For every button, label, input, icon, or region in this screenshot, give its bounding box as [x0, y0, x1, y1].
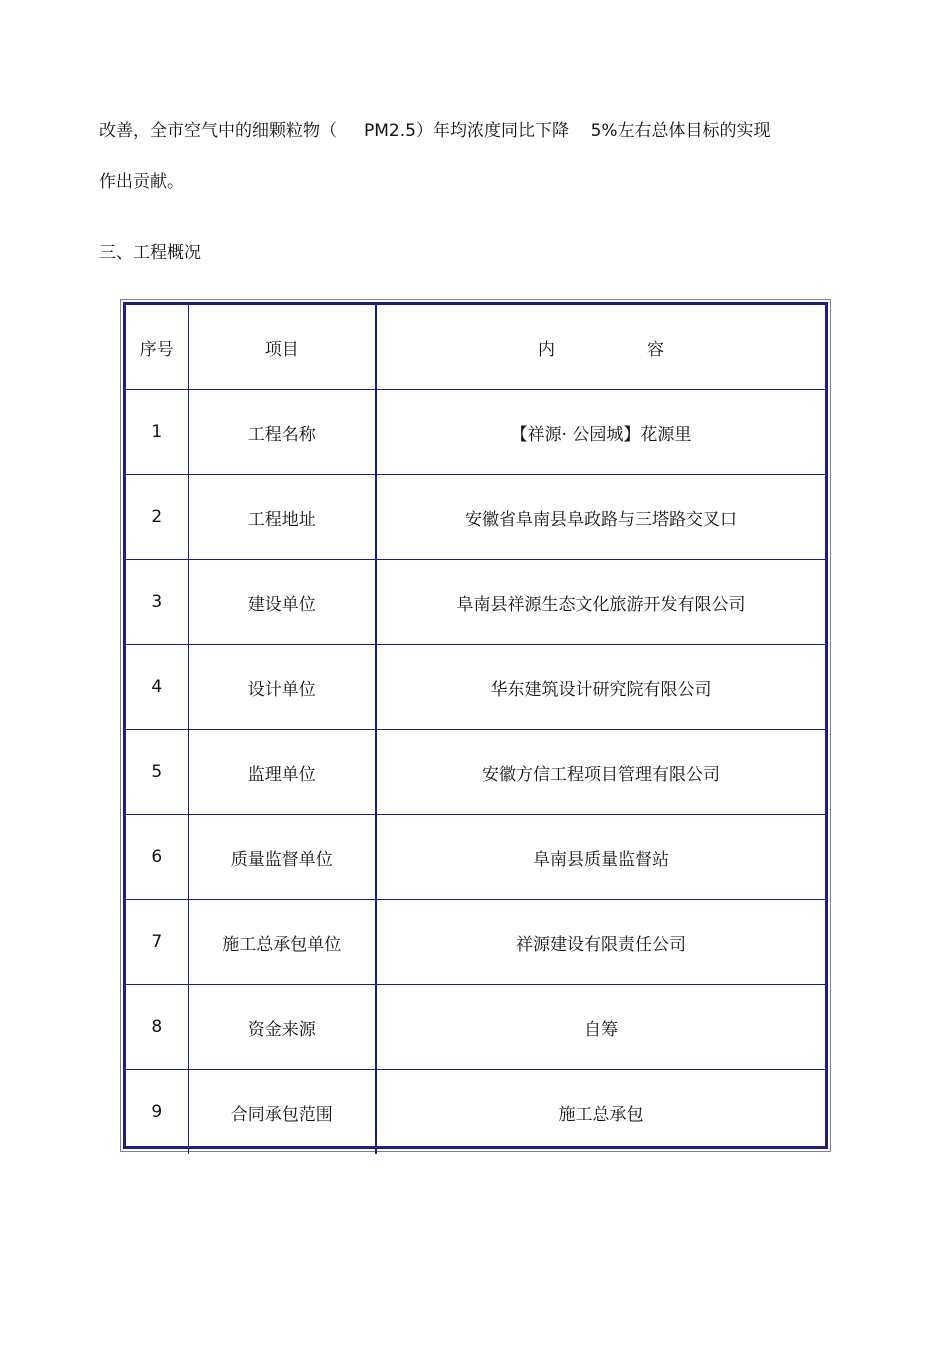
header-content-part1: 内 — [538, 339, 555, 360]
table-row — [126, 390, 825, 475]
row-item: 合同承包范围 — [188, 1070, 376, 1155]
row-index: 2 — [126, 475, 188, 560]
row-item: 工程地址 — [188, 475, 376, 560]
row-item: 监理单位 — [188, 730, 376, 815]
row-item: 质量监督单位 — [188, 815, 376, 900]
row-item: 施工总承包单位 — [188, 900, 376, 985]
table-row — [126, 475, 825, 560]
table-header-row — [126, 305, 825, 390]
row-content: 安徽省阜南县阜政路与三塔路交叉口 — [376, 475, 825, 560]
row-content: 祥源建设有限责任公司 — [376, 900, 825, 985]
row-index: 1 — [126, 390, 188, 475]
table-row — [126, 985, 825, 1070]
paragraph-line-1: 改善，全市空气中的细颗粒物（ PM2.5）年均浓度同比下降 5%左右总体目标的实现 — [99, 121, 771, 141]
row-content: 华东建筑设计研究院有限公司 — [376, 645, 825, 730]
row-content: 阜南县质量监督站 — [376, 815, 825, 900]
row-content: 阜南县祥源生态文化旅游开发有限公司 — [376, 560, 825, 645]
row-item: 资金来源 — [188, 985, 376, 1070]
row-item: 设计单位 — [188, 645, 376, 730]
table-row — [126, 560, 825, 645]
project-overview-table-border — [123, 302, 828, 1149]
row-item: 工程名称 — [188, 390, 376, 475]
table-row — [126, 645, 825, 730]
row-content: 【祥源· 公园城】花源里 — [376, 390, 825, 475]
header-item: 项目 — [188, 305, 376, 390]
header-index: 序号 — [126, 305, 188, 390]
table-row — [126, 1070, 825, 1155]
row-item: 建设单位 — [188, 560, 376, 645]
table-row — [126, 900, 825, 985]
table-row — [126, 815, 825, 900]
paragraph-line-2: 作出贡献。 — [99, 172, 184, 192]
row-index: 8 — [126, 985, 188, 1070]
header-content — [376, 305, 825, 390]
row-content: 安徽方信工程项目管理有限公司 — [376, 730, 825, 815]
row-index: 9 — [126, 1070, 188, 1155]
row-index: 5 — [126, 730, 188, 815]
table-row — [126, 730, 825, 815]
project-overview-table — [126, 305, 825, 1154]
header-content-part2: 容 — [647, 339, 664, 360]
section-heading: 三、工程概况 — [99, 243, 201, 263]
row-index: 7 — [126, 900, 188, 985]
row-content: 自筹 — [376, 985, 825, 1070]
row-content: 施工总承包 — [376, 1070, 825, 1155]
row-index: 3 — [126, 560, 188, 645]
project-overview-table-frame — [120, 299, 831, 1152]
row-index: 4 — [126, 645, 188, 730]
row-index: 6 — [126, 815, 188, 900]
